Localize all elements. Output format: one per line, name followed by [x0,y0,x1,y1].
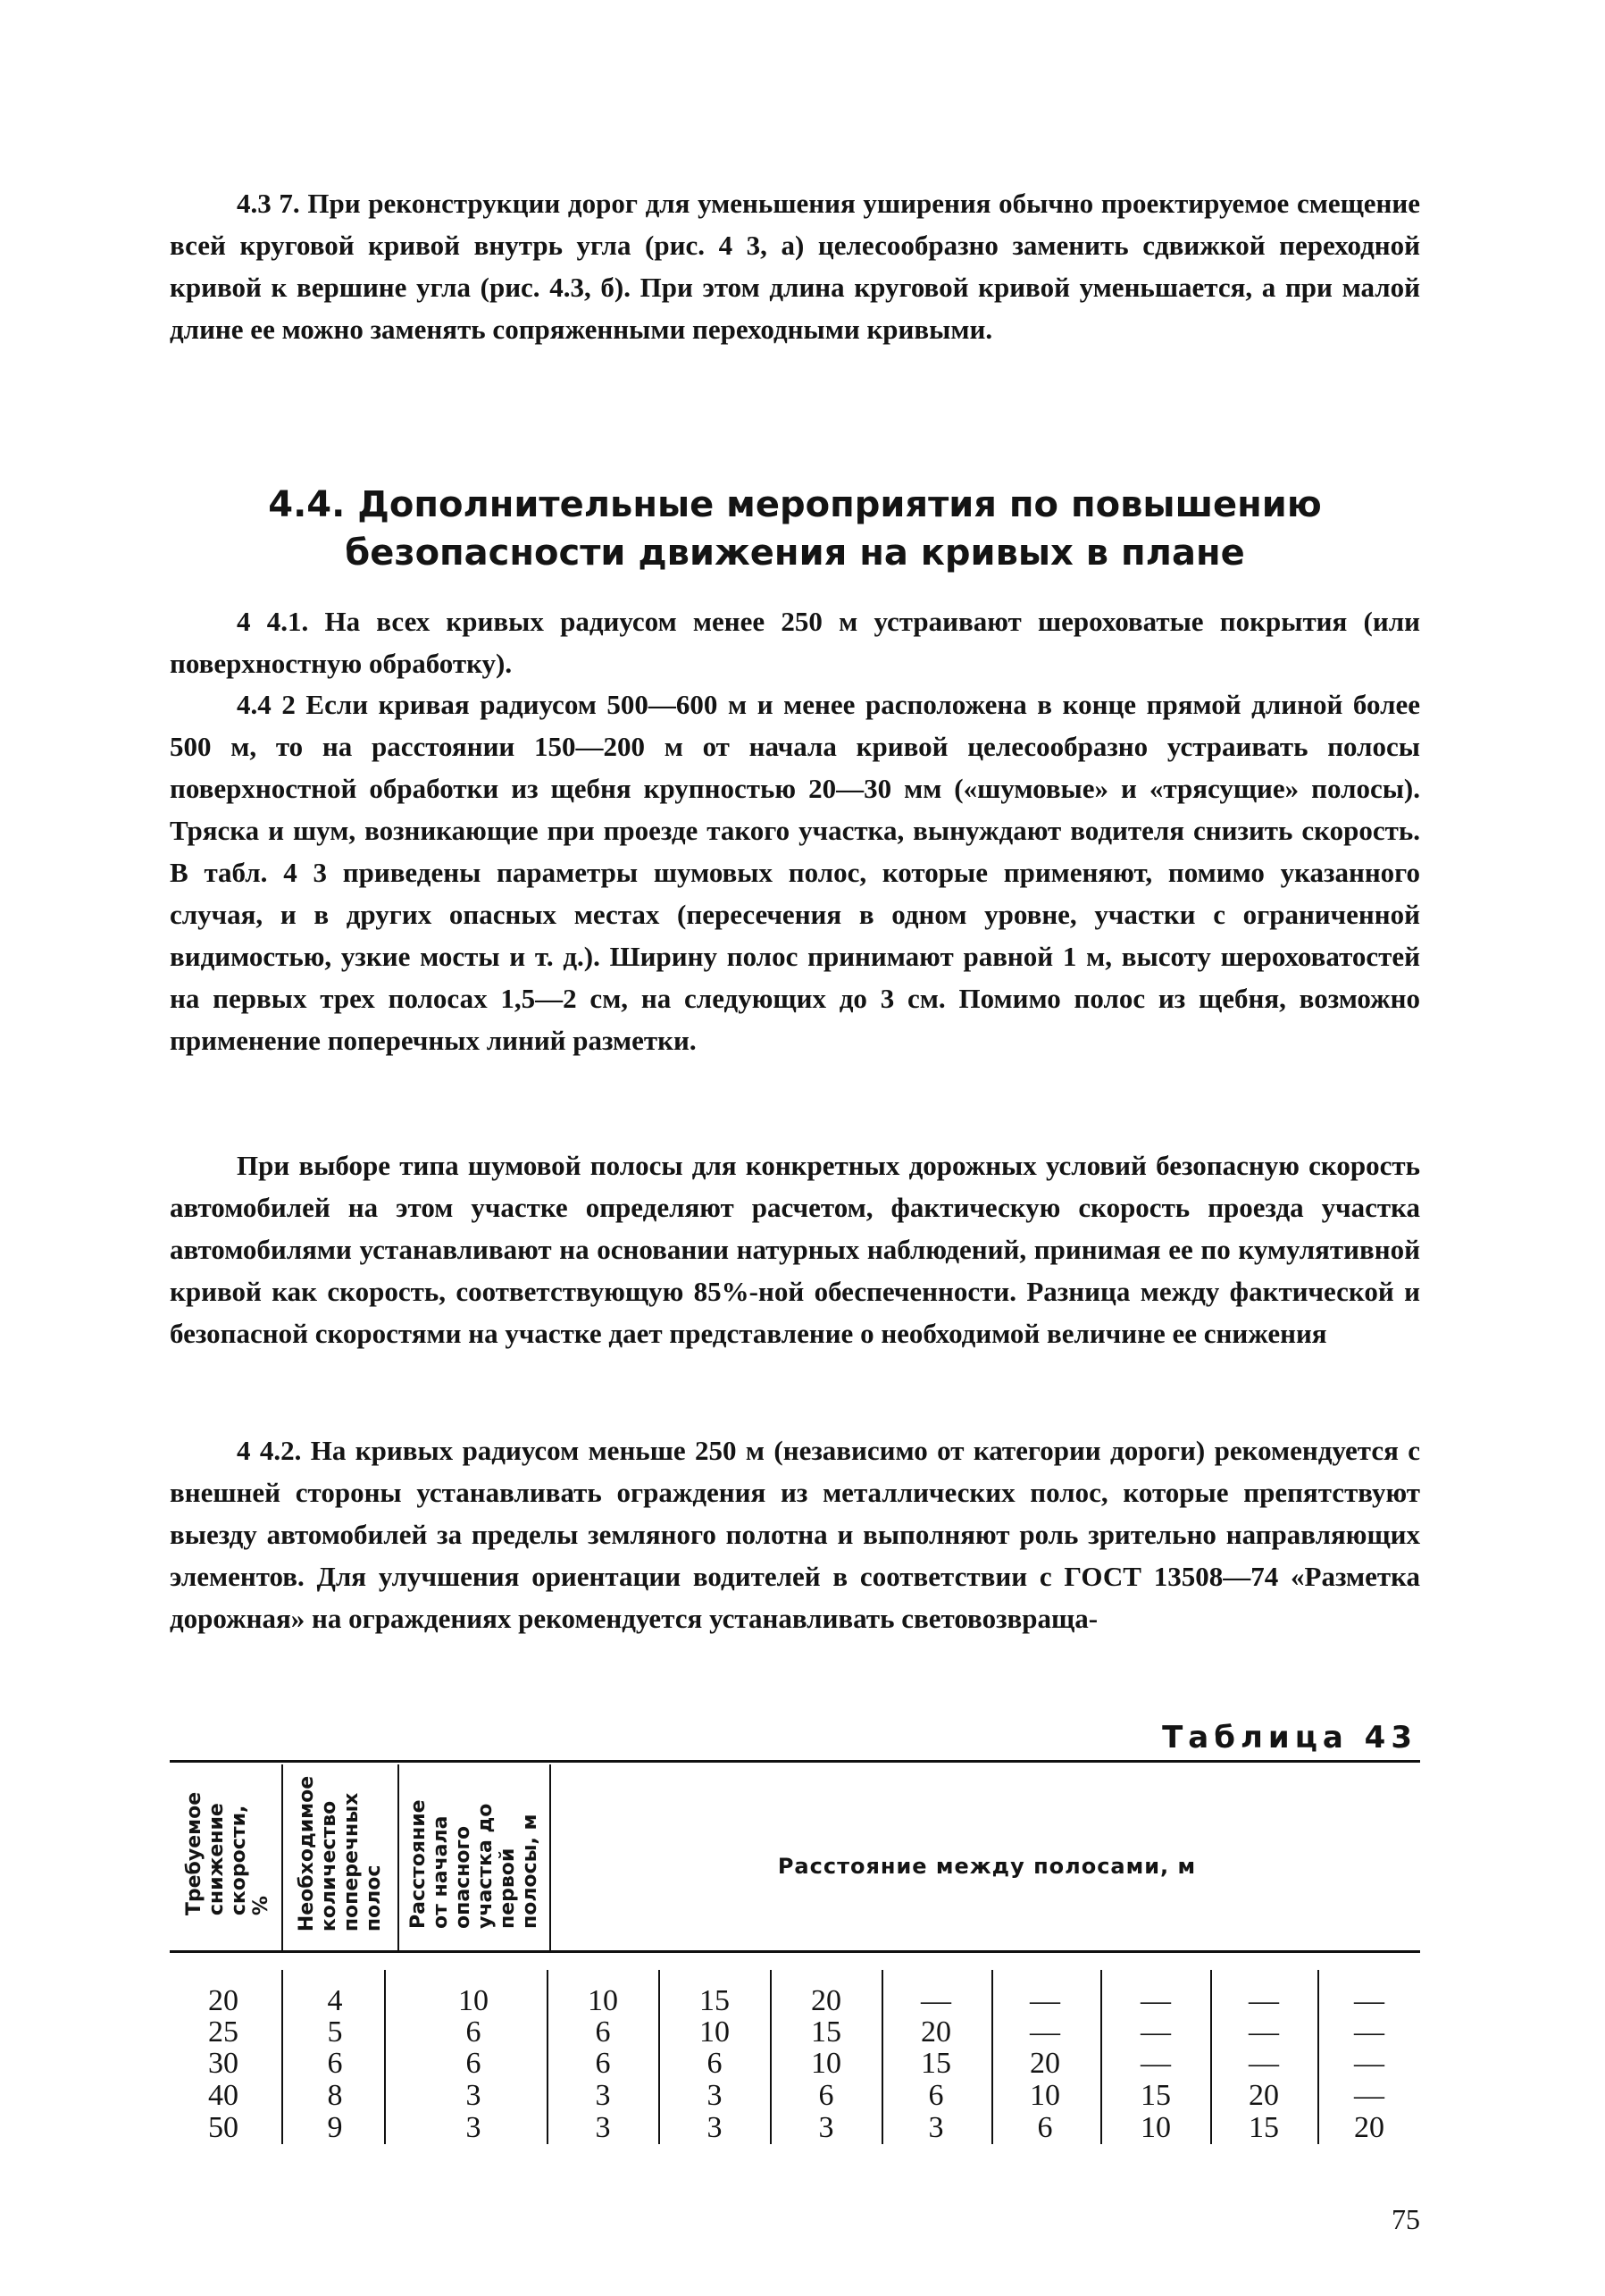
column-divider [658,1970,660,2144]
column-divider [1100,1970,1102,2144]
table-cell: 10 [458,1984,489,2017]
section-heading: 4.4. Дополнительные мероприятия по повышению безопасности движения на кривых в плане [268,484,1322,574]
table-cell: 3 [928,2111,944,2144]
table-cell: — [1030,2015,1060,2049]
table-cell: 15 [1141,2079,1171,2112]
table-cell: 6 [595,2015,611,2049]
table-cell: — [1249,1984,1279,2017]
table-cell: 3 [465,2079,481,2112]
table-header-rule [170,1950,1420,1953]
table-cell: — [921,1984,951,2017]
column-divider [991,1970,993,2144]
paragraph-4-4-2: 4.4 2 Если кривая радиусом 500—600 м и менее расположена в конце прямой длиной более 500 м, то на расстоянии 150—200 м от начала кривой целесообразно устраивать полосы поверхностной обработки из щебня крупностью 20—30 мм («шумовые» и «трясущие» полосы). Тряска и шум, возникающие при проезде такого участка, вынуждают водителя снизить скорость. В табл. 4 3 приведены параметры шумовых полос, которые применяют, помимо указанного случая, и в других опасных местах (пересечения в одном уровне, участки с ограниченной видимостью, узкие мосты и т. д.). Ширину полос принимают равной 1 м, высоту шероховатостей на первых трех полосах 1,5—2 см, на следующих до 3 см. Помимо полос из щебня, возможно применение поперечных линий разметки. [170,689,1420,1056]
table-cell: 3 [465,2111,481,2144]
table-cell: 9 [327,2111,343,2144]
header-distance-between-stripes: Расстояние между полосами, м [777,1854,1197,1879]
header-speed-reduction: Требуемое снижение скорости, % [183,1791,273,1916]
table-cell: 40 [208,2079,238,2112]
table-cell: — [1354,2079,1384,2112]
table-cell: — [1249,2015,1279,2049]
table-cell: 6 [465,2047,481,2080]
table-cell: 3 [818,2111,834,2144]
paragraph-4-4-2-guardrails: 4 4.2. На кривых радиусом меньше 250 м (независимо от категории дороги) рекомендуется с внешней стороны устанавливать ограждения из металлических полос, которые препятствуют выезду автомобилей за пределы земляного полотна и выполняют роль зрительно направляющих элементов. Для улучшения ориентации водителей в соответствии с ГОСТ 13508—74 «Разметка дорожная» на ограждениях рекомендуется устанавливать световозвраща- [170,1435,1420,1634]
table-cell: 20 [208,1984,238,2017]
table-cell: 3 [706,2079,723,2112]
table-cell: 6 [595,2047,611,2080]
table-cell: 10 [588,1984,618,2017]
table-cell: 15 [811,2015,841,2049]
table-cell: 30 [208,2047,238,2080]
table-cell: — [1141,1984,1171,2017]
table-cell: — [1354,2015,1384,2049]
header-first-stripe-distance: Расстояние от начала опасного участка до первой полосы, м [407,1799,541,1929]
page-number: 75 [1392,2203,1420,2235]
table-cell: 15 [921,2047,951,2080]
table-cell: 3 [595,2111,611,2144]
table-cell: 6 [706,2047,723,2080]
column-divider [281,1970,283,2144]
table-cell: 20 [1249,2079,1279,2112]
table-cell: 10 [811,2047,841,2080]
table-cell: 50 [208,2111,238,2144]
table-cell: 6 [327,2047,343,2080]
column-divider [384,1970,386,2144]
table-cell: 3 [706,2111,723,2144]
paragraph-4-4-1: 4 4.1. На всех кривых радиусом менее 250 м устраивают шероховатые покрытия (или поверхностную обработку). [170,606,1420,679]
table-cell: 4 [327,1984,343,2017]
table-cell: 25 [208,2015,238,2049]
table-cell: — [1354,1984,1384,2017]
table-cell: — [1249,2047,1279,2080]
table-cell: 10 [1141,2111,1171,2144]
table-cell: 20 [1030,2047,1060,2080]
table-cell: — [1141,2015,1171,2049]
column-divider [1317,1970,1319,2144]
table-cell: 15 [1249,2111,1279,2144]
table-cell: 5 [327,2015,343,2049]
table-cell: 15 [699,1984,730,2017]
table-cell: 6 [465,2015,481,2049]
table-cell: — [1030,1984,1060,2017]
table-cell: 8 [327,2079,343,2112]
column-divider [547,1970,548,2144]
paragraph-4-3-7: 4.3 7. При реконструкции дорог для уменьшения уширения обычно проектируемое смещение всей круговой кривой внутрь угла (рис. 4 3, а) целесообразно заменить сдвижкой переходной кривой к вершине угла (рис. 4.3, б). При этом длина круговой кривой уменьшается, а при малой длине ее можно заменять сопряженными переходными кривыми. [170,188,1420,345]
table-cell: 20 [921,2015,951,2049]
table-cell: 6 [928,2079,944,2112]
column-divider [882,1970,883,2144]
header-stripe-count: Необходимое количество поперечных полос [296,1775,386,1932]
paragraph-speed-choice: При выборе типа шумовой полосы для конкретных дорожных условий безопасную скорость автомобилей на этом участке определяют расчетом, фактическую скорость проезда участка автомобилями устанавливают на основании натурных наблюдений, принимая ее по кумулятивной кривой как скорость, соответствующую 85%-ной обеспеченности. Разница между фактической и безопасной скоростями на участке дает представление о необходимой величине ее снижения [170,1150,1420,1349]
column-divider [770,1970,772,2144]
table-cell: 20 [1354,2111,1384,2144]
table-cell: 20 [811,1984,841,2017]
table-caption: Таблица 43 [1162,1720,1417,1756]
table-cell: 6 [818,2079,834,2112]
table-top-rule [170,1760,1420,1763]
table-cell: 10 [699,2015,730,2049]
table-cell: 6 [1037,2111,1053,2144]
header-divider [549,1764,551,1950]
table-cell: — [1141,2047,1171,2080]
table-cell: 3 [595,2079,611,2112]
table-cell: — [1354,2047,1384,2080]
column-divider [1210,1970,1212,2144]
table-cell: 10 [1030,2079,1060,2112]
